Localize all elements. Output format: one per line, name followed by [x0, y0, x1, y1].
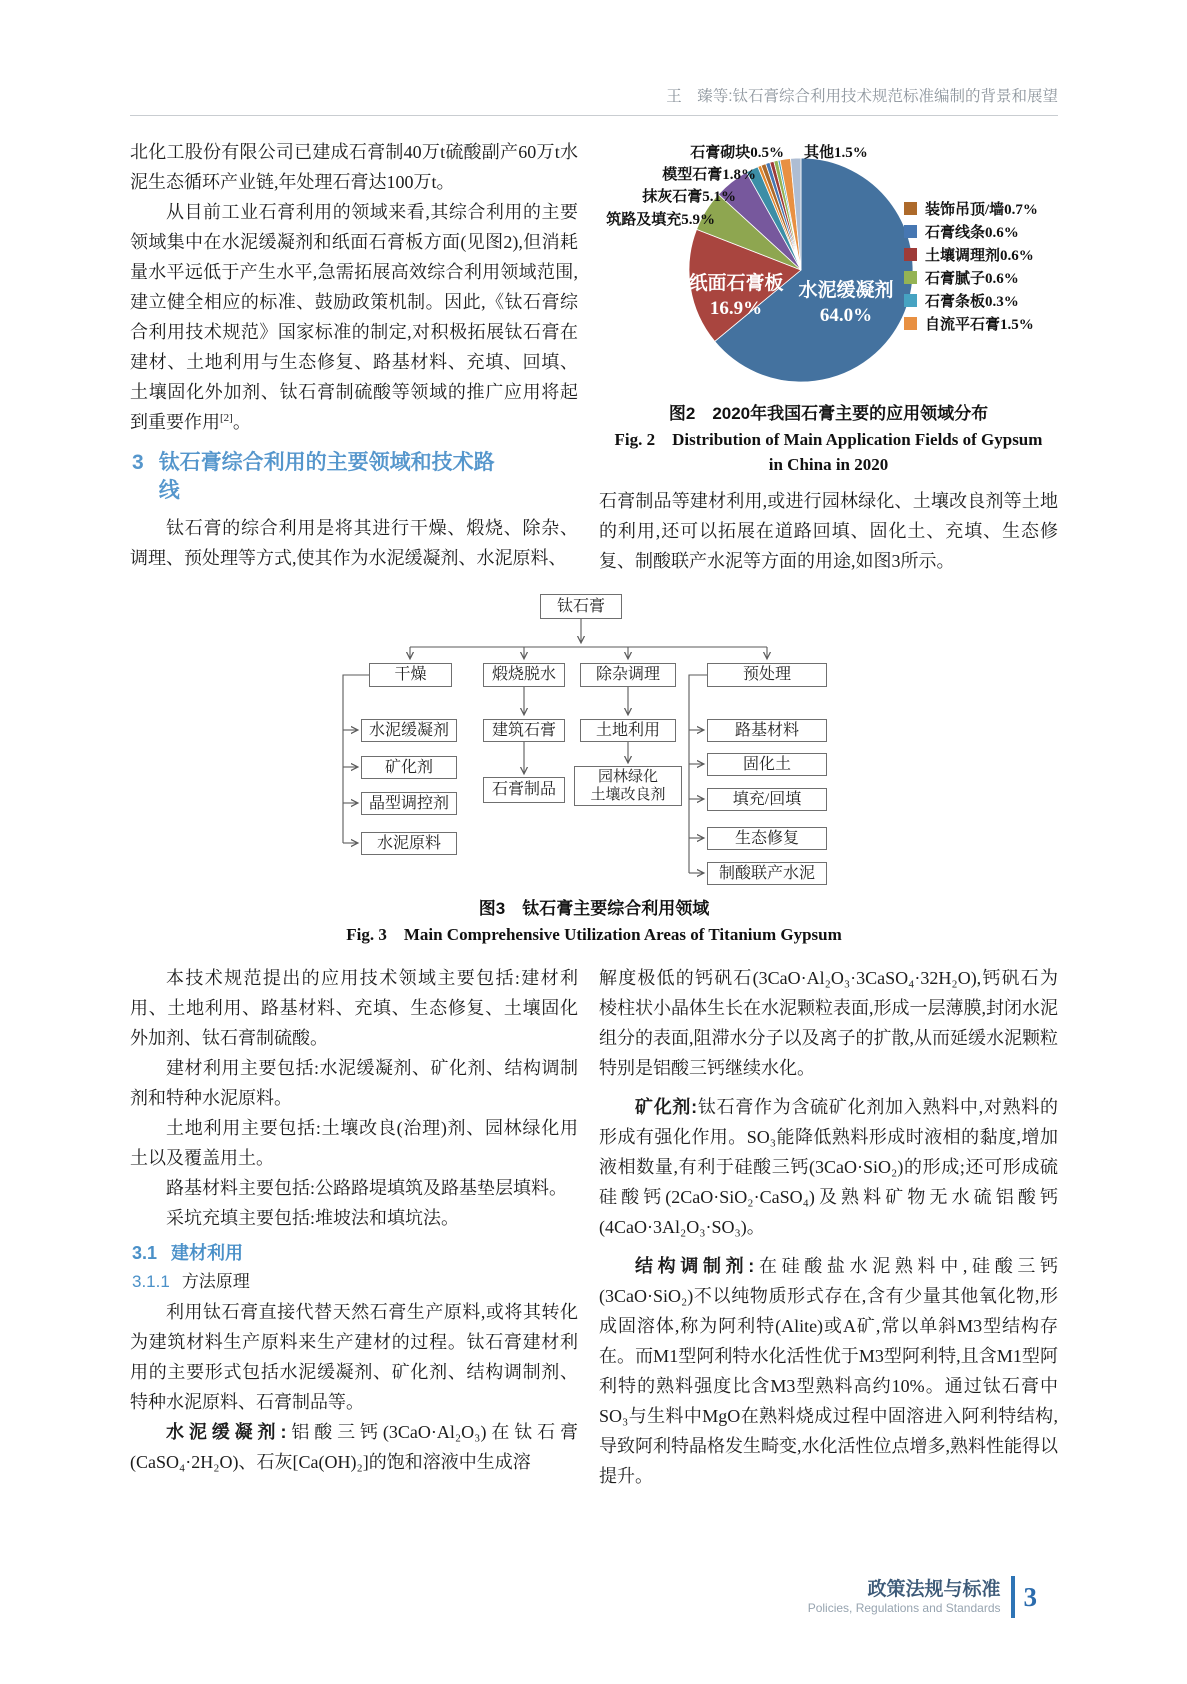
legend-swatch — [904, 317, 917, 330]
legend-label: 土壤调理剂0.6% — [925, 248, 1034, 264]
node-cement-retarder: 水泥缓凝剂 — [361, 719, 457, 742]
figure3-caption — [130, 896, 1058, 947]
figure3-caption-cn: 图3 钛石膏主要综合利用领域 — [478, 899, 710, 918]
pie-callout-plaster-gypsum: 抹灰石膏5.1% — [642, 189, 736, 205]
paragraph: 路基材料主要包括:公路路堤填筑及路基垫层填料。 — [166, 1178, 567, 1198]
section-title: 钛石膏综合利用的主要领域和技术路线 — [158, 451, 495, 502]
footer-section-cn: 政策法规与标准 — [867, 1578, 1001, 1600]
figure3-diagram — [334, 578, 854, 890]
term-lead: 矿化剂: — [635, 1097, 698, 1117]
paragraph-text: 钛石膏作为含硫矿化剂加入熟料中,对熟料的形成有强化作用。SO₃能降低熟料形成时液相的黏度,增加液相数量,有利于硅酸三钙(3CaO·SiO₂)的形成;还可形成硫硅酸钙(2CaO·SiO₂·CaSO₄)及熟料矿物无水硫铝酸钙(4CaO·3Al₂O₃·SO₃)。 — [599, 1097, 1059, 1237]
node-gypsum-products: 石膏制品 — [483, 777, 565, 803]
node-crystal-regulator: 晶型调控剂 — [361, 792, 457, 815]
legend-item-6 — [904, 197, 1038, 220]
subsection-heading-311 — [132, 1269, 578, 1295]
node-drying: 干燥 — [369, 663, 452, 687]
legend-item-7 — [904, 220, 1038, 243]
paragraph — [130, 197, 578, 437]
bottom-columns — [130, 963, 1058, 1491]
legend-label: 自流平石膏1.5% — [925, 317, 1034, 333]
pie-label-value: 64.0% — [819, 305, 873, 326]
node-landscaping-soil-improver — [574, 766, 682, 806]
running-head: 王 臻等:钛石膏综合利用技术规范标准编制的背景和展望 — [130, 84, 1058, 116]
node-line1: 园林绿化 — [597, 769, 658, 785]
node-solidified-soil: 固化土 — [707, 753, 827, 776]
legend-item-11 — [904, 312, 1038, 335]
node-ecological-restoration: 生态修复 — [707, 827, 827, 850]
figure2-caption — [599, 401, 1058, 477]
pie-inside-label-drywall — [674, 271, 798, 321]
pie-callout-model-gypsum: 模型石膏1.8% — [662, 167, 756, 183]
node-cement-raw-material: 水泥原料 — [361, 832, 457, 855]
footer-divider-bar — [1011, 1576, 1015, 1618]
paragraph: 利用钛石膏直接代替天然石膏生产原料,或将其转化为建筑材料生产原料来生产建材的过程。钛石膏建材利用的主要形式包括水泥缓凝剂、矿化剂、结构调制剂、特种水泥原料、石膏制品等。 — [130, 1302, 578, 1412]
figure2-pie-chart — [599, 137, 1058, 395]
page-number: 3 — [1023, 1581, 1037, 1612]
legend-swatch — [904, 202, 917, 215]
pie-callout-road-fill: 筑路及填充5.9% — [606, 212, 715, 228]
top-right-column — [599, 137, 1058, 576]
figure2-caption-en: Fig. 2 Distribution of Main Application Fields of Gypsum — [614, 430, 1043, 449]
term-lead: 水泥缓凝剂: — [166, 1422, 287, 1442]
paragraph: 石膏制品等建材利用,或进行园林绿化、土壤改良剂等土地的利用,还可以拓展在道路回填、固化土、充填、生态修复、制酸联产水泥等方面的用途,如图3所示。 — [599, 491, 1058, 571]
legend-swatch — [904, 248, 917, 261]
paragraph-text: 。 — [232, 412, 251, 432]
section-number: 3 — [132, 451, 144, 474]
pie-label-value: 16.9% — [709, 298, 763, 319]
node-filling-backfilling: 填充/回填 — [707, 788, 827, 811]
legend-label: 石膏腻子0.6% — [925, 271, 1019, 287]
node-acid-cement: 制酸联产水泥 — [707, 862, 827, 885]
paragraph — [599, 1092, 1058, 1242]
subsection-number: 3.1 — [132, 1243, 158, 1263]
footer-section-en: Policies, Regulations and Standards — [807, 1600, 1001, 1615]
subsection-title: 建材利用 — [171, 1243, 244, 1263]
legend-label: 石膏条板0.3% — [925, 294, 1019, 310]
pie-label-name: 水泥缓凝剂 — [798, 280, 894, 301]
node-impurity-conditioning: 除杂调理 — [580, 663, 676, 687]
page-footer — [808, 1576, 1037, 1618]
paragraph: 建材利用主要包括:水泥缓凝剂、矿化剂、结构调制剂和特种水泥原料。 — [130, 1058, 578, 1108]
subsection-title: 方法原理 — [181, 1272, 250, 1291]
legend-swatch — [904, 294, 917, 307]
paper-page — [0, 84, 1187, 1491]
node-line2: 土壤改良剂 — [590, 787, 666, 803]
paragraph — [130, 1417, 578, 1477]
legend-label: 石膏线条0.6% — [925, 225, 1019, 241]
node-titanium-gypsum: 钛石膏 — [540, 594, 622, 619]
node-land-use: 土地利用 — [580, 719, 676, 742]
node-building-gypsum: 建筑石膏 — [483, 719, 565, 742]
reference-marker: [2] — [220, 412, 233, 424]
pie-legend — [904, 197, 1038, 335]
legend-item-9 — [904, 266, 1038, 289]
pie-label-name: 纸面石膏板 — [688, 273, 784, 294]
paragraph: 解度极低的钙矾石(3CaO·Al₂O₃·3CaSO₄·32H₂O),钙矾石为棱柱状小晶体生长在水泥颗粒表面,形成一层薄膜,封闭水泥组分的表面,阻滞水分子以及离子的扩散,从而延缓水泥颗粒特别是铝酸三钙继续水化。 — [599, 968, 1058, 1078]
legend-swatch — [904, 271, 917, 284]
node-mineralizer: 矿化剂 — [361, 756, 457, 779]
node-roadbed-material: 路基材料 — [707, 719, 827, 742]
top-columns — [130, 137, 1058, 576]
subsection-number: 3.1.1 — [132, 1272, 170, 1291]
paragraph-text: 在硅酸盐水泥熟料中,硅酸三钙(3CaO·SiO₂)不以纯物质形式存在,含有少量其他氧化物,形成固溶体,称为阿利特(Alite)或A矿,常以单斜M3型结构存在。而M1型阿利特水化活性优于M3型阿利特,且含M1型阿利特的熟料强度比含M3型熟料高约10%。通过钛石膏中SO₃与生料中MgO在熟料烧成过程中固溶进入阿利特结构,导致阿利特晶格发生畸变,水化活性位点增多,熟料性能得以提升。 — [599, 1256, 1059, 1486]
figure2-caption-cn: 图2 2020年我国石膏主要的应用领域分布 — [668, 404, 989, 423]
pie-callout-other: 其他1.5% — [804, 145, 868, 161]
paragraph-text: 铝酸三钙(3CaO·Al₂O₃)在钛石膏(CaSO₄·2H₂O)、石灰[Ca(OH)₂]的饱和溶液中生成溶 — [130, 1422, 578, 1472]
node-calcination: 煅烧脱水 — [483, 663, 565, 687]
paragraph — [599, 1251, 1058, 1491]
paragraph: 本技术规范提出的应用技术领域主要包括:建材利用、土地利用、路基材料、充填、生态修复、土壤固化外加剂、钛石膏制硫酸。 — [130, 968, 578, 1048]
legend-swatch — [904, 225, 917, 238]
bottom-right-column — [599, 963, 1058, 1491]
top-left-column — [130, 137, 578, 576]
paragraph: 土地利用主要包括:土壤改良(治理)剂、园林绿化用土以及覆盖用土。 — [130, 1118, 578, 1168]
pie-callout-gypsum-block: 石膏砌块0.5% — [690, 145, 784, 161]
legend-label: 装饰吊顶/墙0.7% — [925, 202, 1038, 218]
node-pretreatment: 预处理 — [707, 663, 827, 687]
footer-text-block — [808, 1579, 1001, 1616]
paragraph-text: 从目前工业石膏利用的领域来看,其综合利用的主要领域集中在水泥缓凝剂和纸面石膏板方面(见图2),但消耗量水平远低于产生水平,急需拓展高效综合利用领域范围,建立健全相应的标准、鼓励政策机制。因此,《钛石膏综合利用技术规范》国家标准的制定,对积极拓展钛石膏在建材、土地利用与生态修复、路基材料、充填、回填、土壤固化外加剂、钛石膏制硫酸等领域的推广应用将起到重要作用 — [130, 202, 578, 432]
subsection-heading-31 — [132, 1241, 578, 1265]
figure2-caption-en2: in China in 2020 — [768, 455, 889, 474]
legend-item-8 — [904, 243, 1038, 266]
figure3-caption-en: Fig. 3 Main Comprehensive Utilization Areas of Titanium Gypsum — [346, 925, 842, 944]
paragraph: 采坑充填主要包括:堆坡法和填坑法。 — [166, 1208, 459, 1228]
figure3-block — [130, 578, 1058, 947]
paragraph: 钛石膏的综合利用是将其进行干燥、煅烧、除杂、调理、预处理等方式,使其作为水泥缓凝剂、水泥原料、 — [130, 518, 578, 568]
bottom-left-column — [130, 963, 578, 1491]
section-heading — [132, 449, 578, 505]
pie-inside-label-cement-retarder — [784, 278, 908, 328]
term-lead: 结构调制剂: — [635, 1256, 755, 1276]
paragraph: 北化工股份有限公司已建成石膏制40万t硫酸副产60万t水泥生态循环产业链,年处理石膏达100万t。 — [130, 142, 578, 192]
legend-item-10 — [904, 289, 1038, 312]
